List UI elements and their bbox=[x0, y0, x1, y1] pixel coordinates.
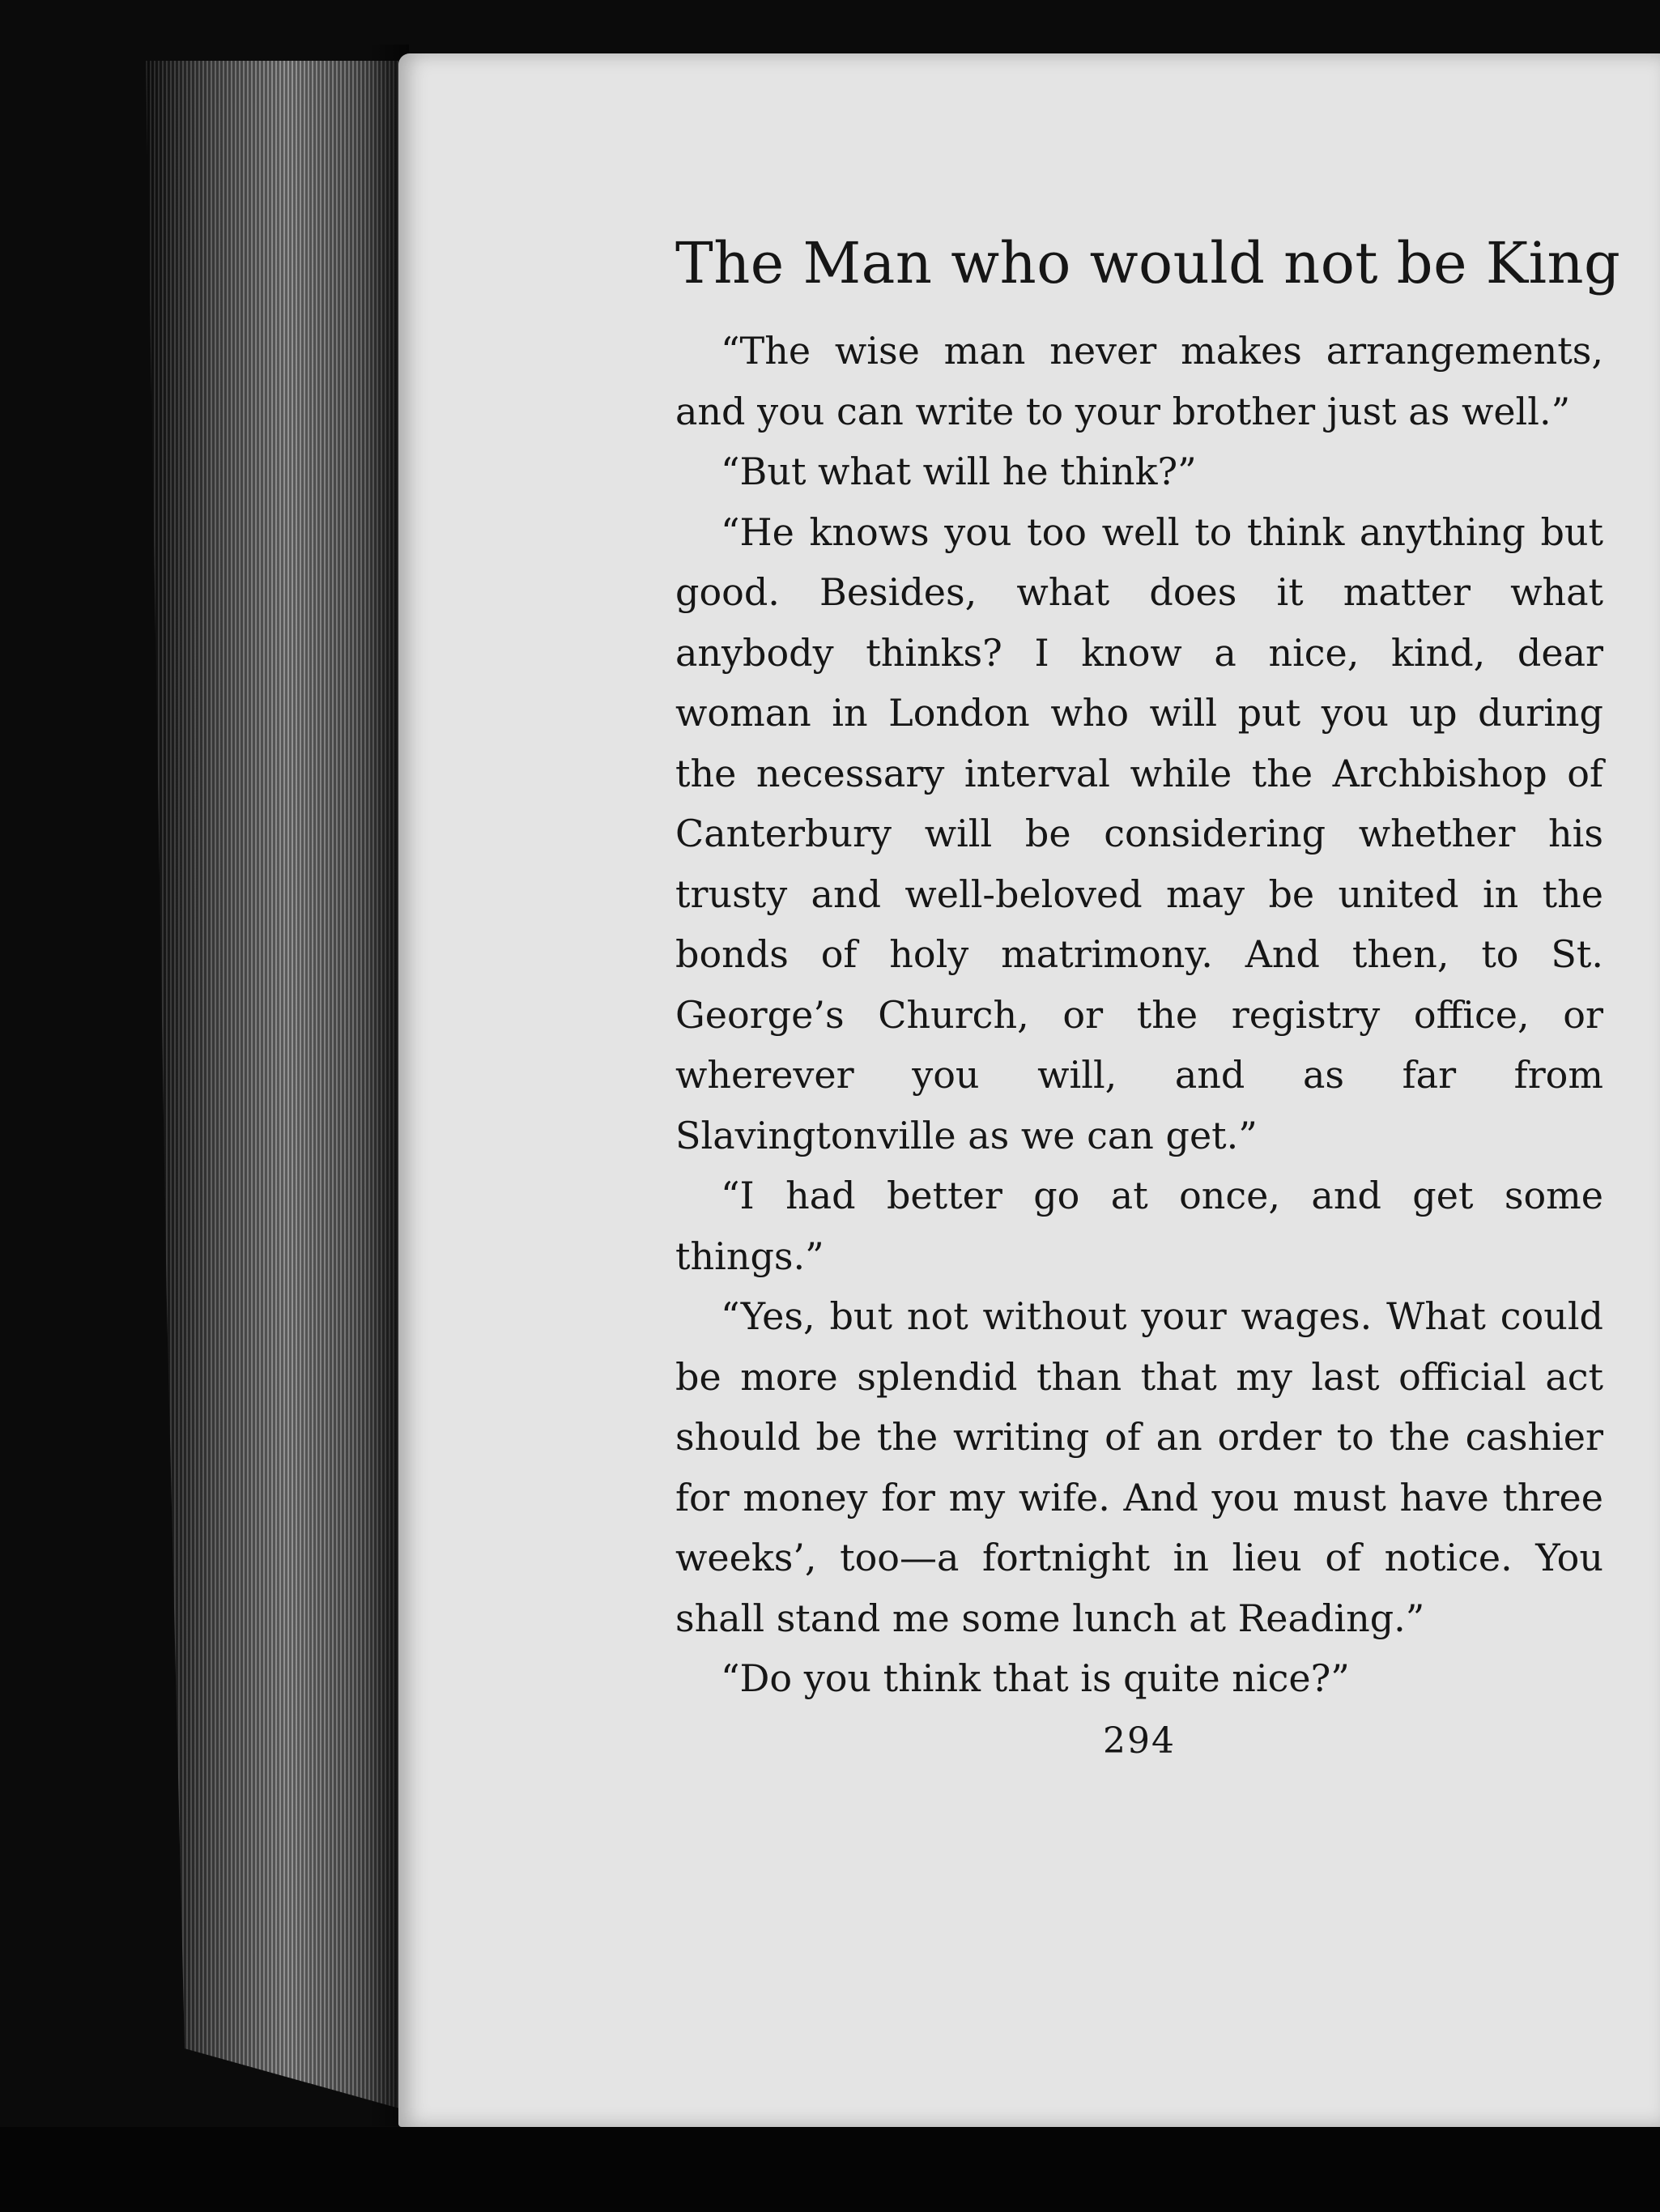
page-number: 294 bbox=[1103, 1720, 1176, 1762]
paper-page bbox=[398, 53, 1660, 2127]
paragraph-6: “Do you think that is quite nice?” bbox=[721, 1656, 1350, 1700]
paragraph-1: “The wise man never makes arrangements, and you can write to your brother just as well.” bbox=[675, 329, 1603, 433]
book-page-edges bbox=[146, 61, 405, 2110]
paragraph-5: “Yes, but not without your wages. What could be more splendid than that my last official act should be the writing of an order to the cashier for money for my wife. And you must have three weeks’, too—a fortnight in lieu of notice. You shall stand me some lunch at Reading.” bbox=[675, 1294, 1603, 1640]
running-head: The Man who would not be King bbox=[675, 230, 1621, 296]
paragraph-3: “He knows you too well to think anything but good. Besides, what does it matter what anybody thinks? I know a nice, kind, dear woman in London who will put you up during the necessary interval while the Archbishop of Canterbury will be considering whether his trusty and well-beloved may be united in the bonds of holy matrimony. And then, to St. George’s Church, or the registry office, or wherever you will, and as far from Slavingtonville as we can get.” bbox=[675, 509, 1603, 1157]
text-block bbox=[675, 227, 1621, 1766]
scan-bottom-border bbox=[0, 2127, 1660, 2212]
paragraph-4: “I had better go at once, and get some things.” bbox=[675, 1174, 1603, 1278]
paragraph-2: “But what will he think?” bbox=[721, 450, 1197, 493]
